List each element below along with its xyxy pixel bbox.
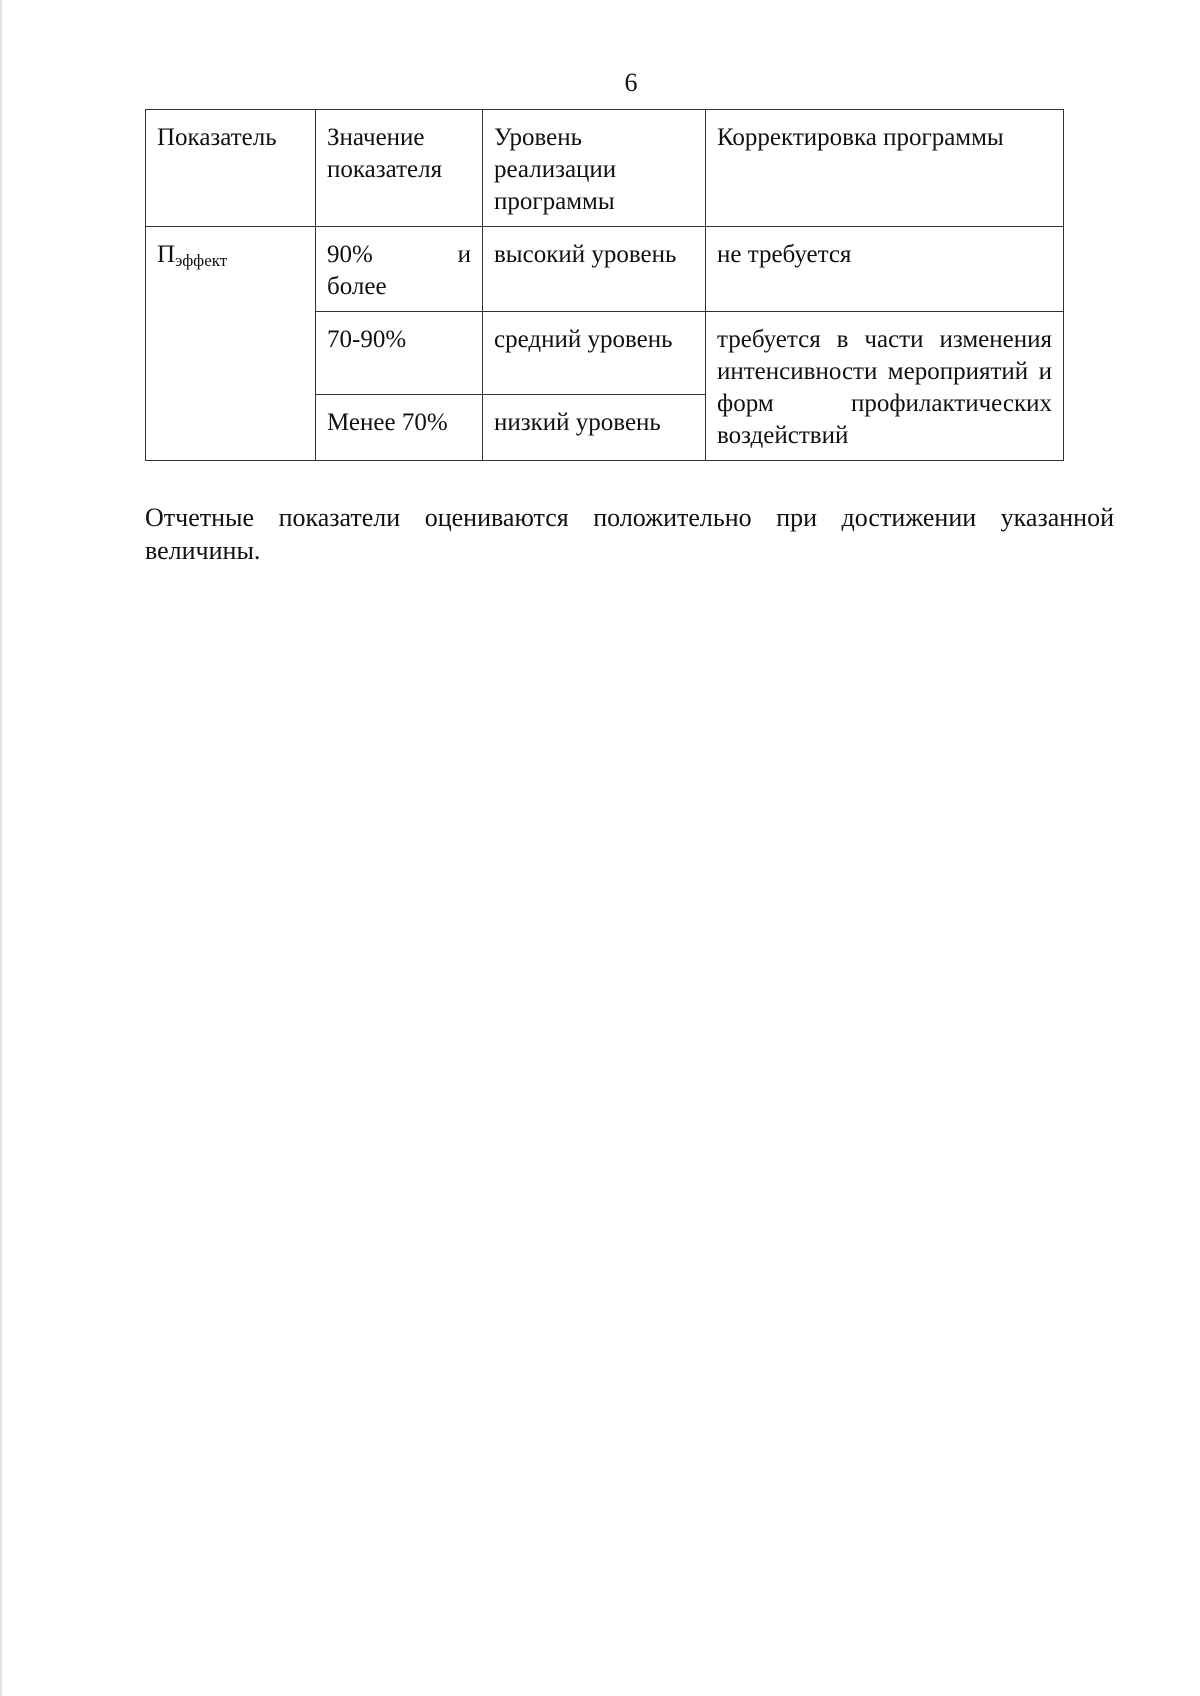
scan-edge xyxy=(0,0,2,1696)
value-text: 90% xyxy=(327,241,373,268)
correction-cell: не требуется xyxy=(706,227,1064,312)
value-cell: 70-90% xyxy=(316,312,483,395)
table-row xyxy=(146,227,1064,312)
indicator-cell xyxy=(146,227,316,461)
correction-text: требуется в части изменения интенсивности мероприятий и форм профилактических воздействий xyxy=(717,326,1052,449)
footnote-paragraph: Отчетные показатели оцениваются положительно при достижении указанной величины. xyxy=(145,503,1114,565)
evaluation-table xyxy=(145,109,1064,461)
value-line-2: более xyxy=(327,273,387,300)
indicator-symbol-main: П xyxy=(157,241,176,268)
correction-cell-merged xyxy=(706,312,1064,461)
indicator-symbol-subscript: эффект xyxy=(175,251,228,270)
page-number: 6 xyxy=(624,68,638,97)
table-header-row xyxy=(146,110,1064,227)
level-cell: высокий уровень xyxy=(483,227,706,312)
header-indicator: Показатель xyxy=(146,110,316,227)
value-line-1 xyxy=(327,239,471,271)
value-cell: Менее 70% xyxy=(316,395,483,461)
level-cell: средний уровень xyxy=(483,312,706,395)
header-value: Значение показателя xyxy=(316,110,483,227)
indicator-symbol xyxy=(157,241,227,268)
value-text-right: и xyxy=(457,241,471,268)
header-level: Уровень реализации программы xyxy=(483,110,706,227)
level-cell: низкий уровень xyxy=(483,395,706,461)
value-cell xyxy=(316,227,483,312)
header-correction: Корректировка программы xyxy=(706,110,1064,227)
